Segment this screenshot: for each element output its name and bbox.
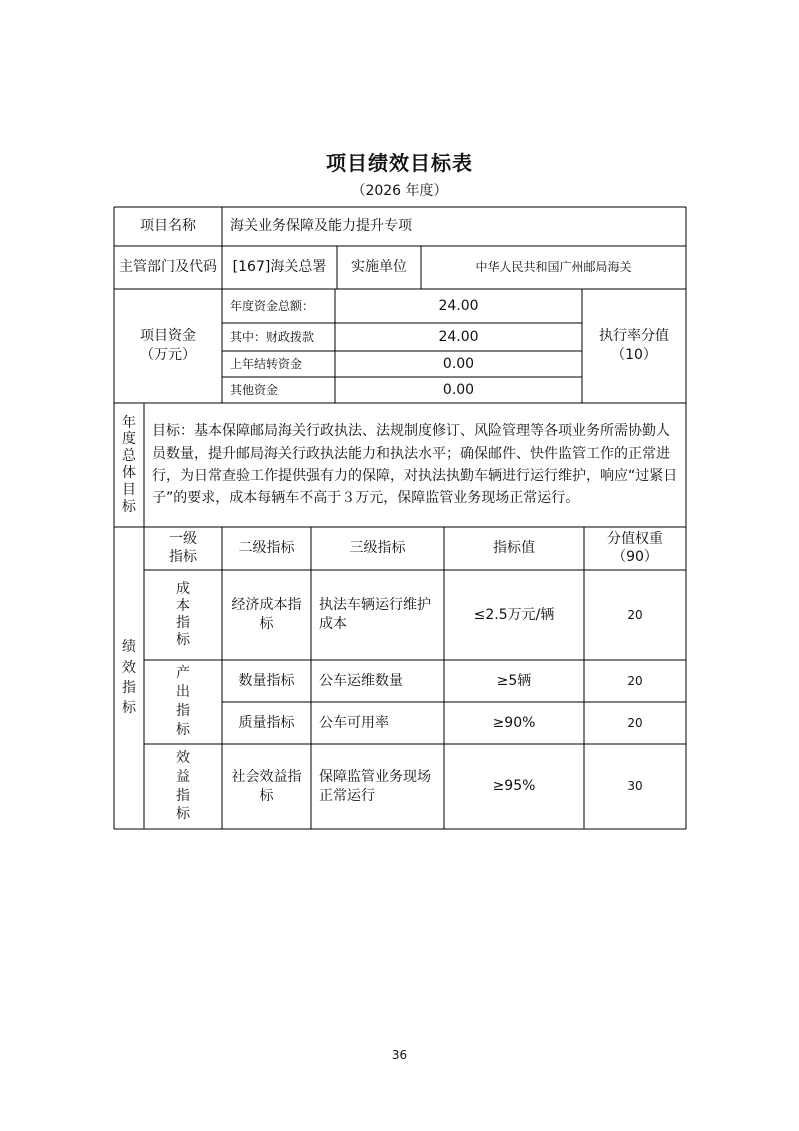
indicator-value: ≤2.5万元/辆	[473, 606, 555, 623]
header-level3: 三级指标	[349, 540, 406, 557]
level3-cell: 保障监管业务现场正常运行	[319, 768, 431, 804]
annual-goal-text: 目标：基本保障邮局海关行政执法、法规制度修订、风险管理等各项业务所需协勤人员数量，提升邮局海关行政执法能力和执法水平；确保邮件、快件监管工作的正常进行，为日常查验工作提供强有力的保障，对执法执勤车辆进行运行维护，响应“过紧日子”的要求，成本每辆车不高于３万元，保障监管业务现场正常运行。	[152, 423, 678, 507]
page-number: 36	[391, 1048, 408, 1062]
level2-cell: 质量指标	[238, 714, 295, 731]
weight-value: 20	[627, 673, 643, 688]
indicator-value: ≥5辆	[496, 672, 532, 689]
funds-fiscal-label: 其中：财政拨款	[230, 329, 315, 344]
header-weight: 分值权重（90）	[607, 531, 663, 565]
funds-total-label: 年度资金总额：	[230, 298, 315, 313]
level3-cell: 执法车辆运行维护成本	[319, 597, 431, 632]
funds-other-label: 其他资金	[230, 382, 279, 397]
weight-value: 20	[627, 715, 643, 730]
exec-rate-label: 执行率分值（10）	[599, 328, 669, 363]
impl-label: 实施单位	[351, 259, 407, 276]
document-title: 项目绩效目标表	[326, 151, 473, 175]
header-level2: 二级指标	[238, 540, 295, 557]
impl-value: 中华人民共和国广州邮局海关	[475, 260, 632, 275]
project-name-value: 海关业务保障及能力提升专项	[230, 218, 412, 235]
funds-total-value: 24.00	[438, 297, 479, 314]
level1-benefit: 效益指标	[176, 749, 190, 823]
perf-label: 绩效指标	[122, 639, 136, 717]
indicator-value: ≥90%	[492, 714, 536, 731]
project-name-label: 项目名称	[140, 218, 196, 235]
annual-goal-label: 年度总体目标	[122, 414, 136, 515]
level1-output: 产出指标	[176, 665, 190, 738]
level2-cell: 经济成本指标	[231, 597, 302, 632]
level3-cell: 公车可用率	[319, 714, 389, 731]
weight-value: 30	[627, 779, 643, 794]
header-level1: 一级指标	[169, 531, 197, 565]
funds-carryover-value: 0.00	[442, 355, 475, 372]
funds-carryover-label: 上年结转资金	[230, 356, 303, 371]
header-value: 指标值	[493, 540, 535, 557]
level2-cell: 数量指标	[238, 672, 295, 689]
funds-other-value: 0.00	[442, 381, 475, 398]
funds-fiscal-value: 24.00	[438, 328, 479, 345]
funds-label: 项目资金（万元）	[140, 328, 196, 363]
level2-cell: 社会效益指标	[231, 768, 302, 804]
weight-value: 20	[627, 607, 643, 622]
indicator-value: ≥95%	[492, 778, 536, 795]
level3-cell: 公车运维数量	[319, 672, 403, 689]
level1-cost: 成本指标	[176, 581, 190, 648]
document-subtitle: （2026 年度）	[351, 183, 448, 199]
dept-label: 主管部门及代码	[119, 258, 217, 275]
dept-value: [167]海关总署	[232, 259, 327, 276]
